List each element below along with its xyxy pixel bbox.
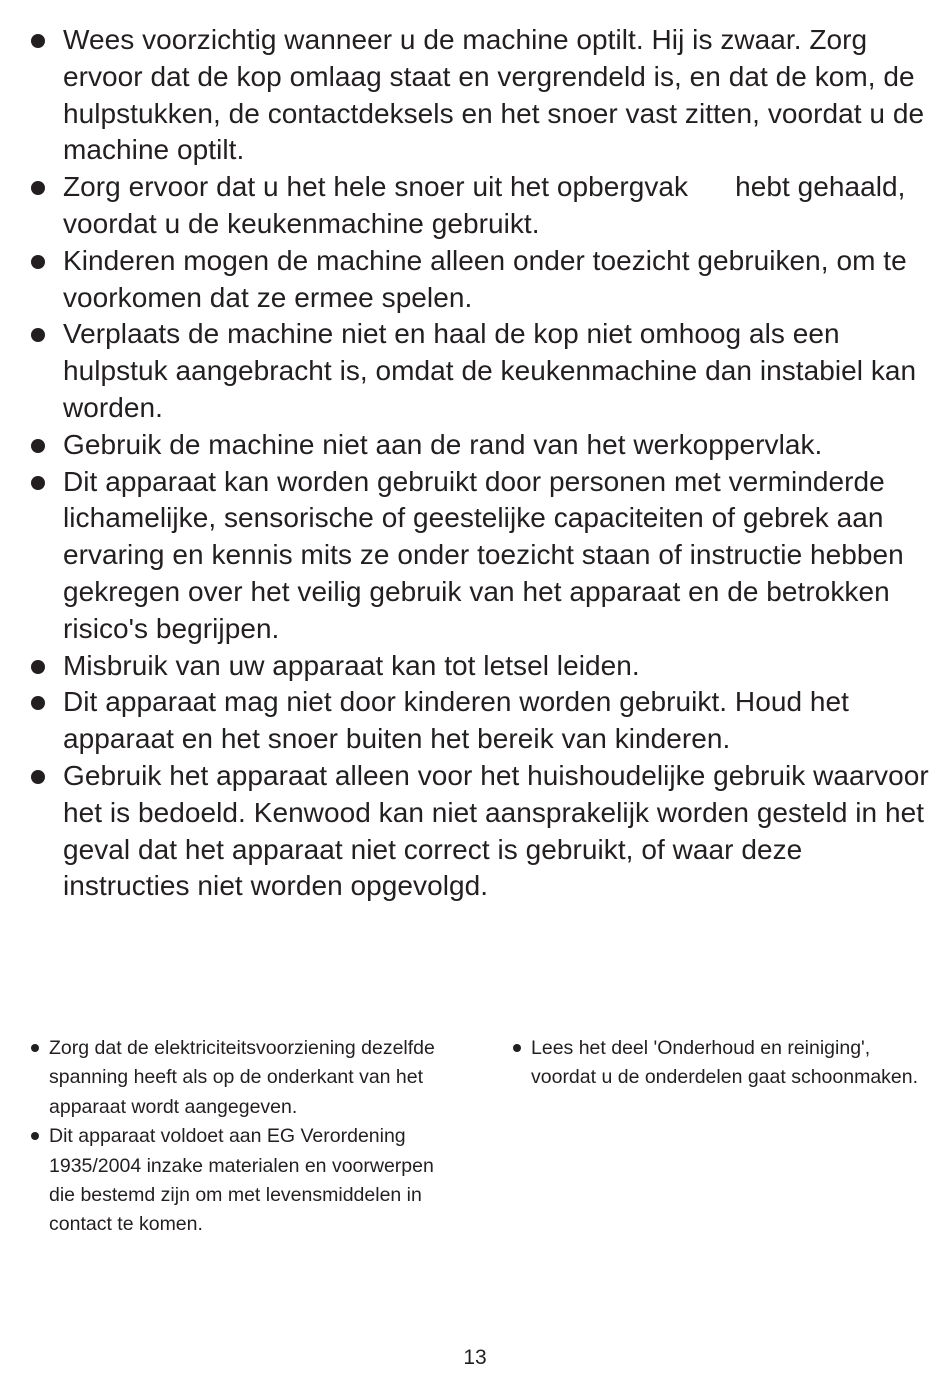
note-item [28,1034,448,1122]
safety-item [28,316,933,426]
bullet-icon [31,476,45,490]
safety-item [28,169,933,243]
bullet-icon [31,1044,39,1052]
safety-item-text: Gebruik het apparaat alleen voor het huishoudelijke gebruik waarvoor het is bedoeld. Kenwood kan niet aansprakelijk worden gesteld in het geval dat het apparaat niet correct is gebruikt, of waar deze instructies niet worden opgevolgd. [63,759,929,902]
safety-item-text: Verplaats de machine niet en haal de kop niet omhoog als een hulpstuk aangebracht is, omdat de keukenmachine dan instabiel kan worden. [63,318,917,423]
safety-item [28,648,933,685]
page-number: 13 [463,1346,487,1369]
bullet-icon [31,439,45,453]
safety-item-text: Zorg ervoor dat u het hele snoer uit het opbergvak hebt gehaald, voordat u de keukenmachine gebruikt. [63,171,914,239]
note-item [510,1034,920,1093]
safety-list [28,22,933,905]
bullet-icon [31,34,45,48]
electrical-notes-right [510,1034,920,1093]
bullet-icon [31,1132,39,1140]
safety-item-text: Gebruik de machine niet aan de rand van het werkoppervlak. [63,428,823,460]
safety-item [28,464,933,648]
safety-item-text: Misbruik van uw apparaat kan tot letsel leiden. [63,649,640,681]
safety-item [28,758,933,905]
bullet-icon [31,660,45,674]
bullet-icon [31,696,45,710]
safety-item [28,243,933,317]
note-item [28,1122,448,1240]
safety-item-text: Dit apparaat mag niet door kinderen worden gebruikt. Houd het apparaat en het snoer buiten het bereik van kinderen. [63,686,849,755]
electrical-notes-left [28,1034,448,1240]
safety-item-text: Wees voorzichtig wanneer u de machine optilt. Hij is zwaar. Zorg ervoor dat de kop omlaag staat en vergrendeld is, en dat de kom, de hulpstukken, de contactdeksels en het snoer vast zitten, voordat u de machine optilt. [63,24,925,166]
safety-item [28,427,933,464]
safety-item [28,684,933,758]
note-item-text: Lees het deel 'Onderhoud en reiniging', voordat u de onderdelen gaat schoonmaken. [531,1037,919,1089]
safety-item-text: Dit apparaat kan worden gebruikt door personen met verminderde lichamelijke, sensorische of geestelijke capaciteiten of gebrek aan ervaring en kennis mits ze onder toezicht staan of instructie hebben gekregen over het veilig gebruik van het apparaat en de betrokken risico's begrijpen. [63,465,904,644]
note-item-text: Dit apparaat voldoet aan EG Verordening 1935/2004 inzake materialen en voorwerpen die bestemd zijn om met levensmiddelen in contact te komen. [49,1125,434,1236]
safety-item [28,22,933,169]
bullet-icon [31,181,45,195]
note-item-text: Zorg dat de elektriciteitsvoorziening dezelfde spanning heeft als op de onderkant van het apparaat wordt aangegeven. [49,1037,435,1118]
safety-item-text: Kinderen mogen de machine alleen onder toezicht gebruiken, om te voorkomen dat ze ermee spelen. [63,244,907,313]
bullet-icon [31,255,45,269]
bullet-icon [31,770,45,784]
bullet-icon [31,328,45,342]
bullet-icon [513,1044,521,1052]
